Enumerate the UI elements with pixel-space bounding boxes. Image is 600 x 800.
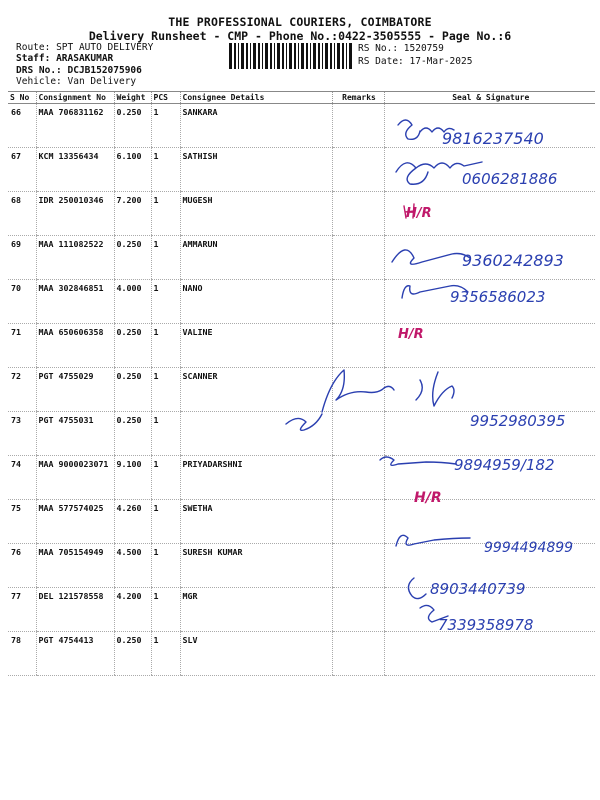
row-remarks (332, 632, 384, 676)
col-consignment: Consignment No (36, 92, 114, 104)
table-row (8, 192, 595, 236)
row-pcs: 1 (151, 280, 180, 324)
row-consignee: PRIYADARSHNI (180, 456, 332, 500)
handwritten-phone: 0606281886 (462, 170, 558, 188)
row-weight: 4.000 (114, 280, 151, 324)
staff-label: Staff: (16, 53, 51, 64)
row-signature (384, 148, 595, 192)
table-row (8, 500, 595, 544)
row-remarks (332, 412, 384, 456)
row-sno: 76 (8, 544, 36, 588)
row-weight: 4.200 (114, 588, 151, 632)
table-row (8, 324, 595, 368)
row-weight: 0.250 (114, 236, 151, 280)
drs-line (16, 65, 142, 76)
row-pcs: 1 (151, 192, 180, 236)
row-consignment: DEL 121578558 (36, 588, 114, 632)
row-sno: 66 (8, 104, 36, 148)
row-remarks (332, 544, 384, 588)
row-signature (384, 412, 595, 456)
row-pcs: 1 (151, 104, 180, 148)
handwritten-hr: H/R (398, 327, 424, 342)
table-row (8, 456, 595, 500)
row-weight: 4.500 (114, 544, 151, 588)
row-signature (384, 632, 595, 676)
row-consignee: SATHISH (180, 148, 332, 192)
handwritten-phone: 8903440739 (430, 580, 526, 598)
row-weight: 9.100 (114, 456, 151, 500)
row-consignment: MAA 302846851 (36, 280, 114, 324)
row-signature (384, 368, 595, 412)
row-remarks (332, 104, 384, 148)
table-row (8, 104, 595, 148)
rs-no-label: RS No.: (358, 43, 399, 54)
table-row (8, 280, 595, 324)
row-weight: 7.200 (114, 192, 151, 236)
row-sno: 75 (8, 500, 36, 544)
row-pcs: 1 (151, 588, 180, 632)
row-weight: 0.250 (114, 324, 151, 368)
row-consignment: MAA 111082522 (36, 236, 114, 280)
handwritten-hr: H/R (414, 490, 442, 506)
route-line (16, 42, 153, 53)
staff-line (16, 53, 113, 64)
row-sno: 74 (8, 456, 36, 500)
row-sno: 73 (8, 412, 36, 456)
rs-date-value: 17-Mar-2025 (409, 56, 473, 67)
row-consignment: MAA 705154949 (36, 544, 114, 588)
route-value: SPT AUTO DELIVERY (56, 42, 154, 53)
row-remarks (332, 192, 384, 236)
handwritten-phone: 9894959/182 (454, 456, 555, 474)
handwritten-phone: 9816237540 (442, 129, 544, 148)
handwritten-phone: 9360242893 (462, 251, 564, 270)
row-consignment: KCM 13356434 (36, 148, 114, 192)
rs-no-line (358, 43, 444, 54)
row-signature (384, 280, 595, 324)
row-consignment: MAA 9000023071 (36, 456, 114, 500)
row-consignee: SURESH KUMAR (180, 544, 332, 588)
row-sno: 68 (8, 192, 36, 236)
row-pcs: 1 (151, 412, 180, 456)
table-row (8, 236, 595, 280)
col-pcs: PCS (151, 92, 180, 104)
row-consignment: PGT 4755029 (36, 368, 114, 412)
table-row (8, 632, 595, 676)
row-pcs: 1 (151, 456, 180, 500)
header-title: THE PROFESSIONAL COURIERS, COIMBATORE (168, 15, 432, 29)
table-row (8, 588, 595, 632)
row-remarks (332, 456, 384, 500)
row-pcs: 1 (151, 368, 180, 412)
runsheet-table (8, 91, 595, 676)
row-signature (384, 456, 595, 500)
table-row (8, 148, 595, 192)
row-signature (384, 588, 595, 632)
row-signature (384, 324, 595, 368)
table-row (8, 412, 595, 456)
row-sno: 69 (8, 236, 36, 280)
row-remarks (332, 500, 384, 544)
row-weight: 0.250 (114, 632, 151, 676)
row-weight: 0.250 (114, 368, 151, 412)
table-row (8, 544, 595, 588)
vehicle-line (16, 76, 136, 87)
table-header-row (8, 92, 595, 104)
row-remarks (332, 236, 384, 280)
row-signature (384, 192, 595, 236)
row-consignee: SANKARA (180, 104, 332, 148)
row-consignment: MAA 650606358 (36, 324, 114, 368)
rs-date-line (358, 56, 472, 67)
row-consignee: AMMARUN (180, 236, 332, 280)
staff-value: ARASAKUMAR (56, 53, 114, 64)
col-consignee: Consignee Details (180, 92, 332, 104)
row-consignment: PGT 4755031 (36, 412, 114, 456)
row-consignee: VALINE (180, 324, 332, 368)
row-signature (384, 104, 595, 148)
row-consignee: SLV (180, 632, 332, 676)
col-remarks: Remarks (332, 92, 384, 104)
row-weight: 4.260 (114, 500, 151, 544)
row-remarks (332, 368, 384, 412)
rs-date-label: RS Date: (358, 56, 404, 67)
vehicle-label: Vehicle: (16, 76, 62, 87)
handwritten-phone: 9952980395 (470, 412, 566, 430)
header-subtitle: Delivery Runsheet - CMP - Phone No.:0422-3505555 - Page No.:6 (88, 29, 512, 43)
row-remarks (332, 280, 384, 324)
row-remarks (332, 148, 384, 192)
row-consignee: MGR (180, 588, 332, 632)
row-remarks (332, 588, 384, 632)
row-sno: 71 (8, 324, 36, 368)
row-signature (384, 544, 595, 588)
row-sno: 77 (8, 588, 36, 632)
row-sno: 72 (8, 368, 36, 412)
row-pcs: 1 (151, 324, 180, 368)
barcode-icon (229, 43, 353, 69)
vehicle-value: Van Delivery (67, 76, 137, 87)
row-weight: 0.250 (114, 412, 151, 456)
row-signature (384, 500, 595, 544)
row-pcs: 1 (151, 544, 180, 588)
handwritten-phone: 9356586023 (450, 288, 546, 306)
row-sno: 78 (8, 632, 36, 676)
row-pcs: 1 (151, 632, 180, 676)
row-consignee: SCANNER (180, 368, 332, 412)
handwritten-phone: 7339358978 (438, 616, 534, 634)
row-consignee (180, 412, 332, 456)
row-sno: 67 (8, 148, 36, 192)
row-consignment: PGT 4754413 (36, 632, 114, 676)
col-signature: Seal & Signature (384, 92, 595, 104)
col-sno: S No (8, 92, 36, 104)
row-weight: 6.100 (114, 148, 151, 192)
row-consignment: MAA 577574025 (36, 500, 114, 544)
row-sno: 70 (8, 280, 36, 324)
row-signature (384, 236, 595, 280)
row-consignee: SWETHA (180, 500, 332, 544)
drs-label: DRS No.: (16, 65, 62, 76)
handwritten-hr: H/R (406, 206, 432, 221)
row-pcs: 1 (151, 148, 180, 192)
row-consignee: MUGESH (180, 192, 332, 236)
row-remarks (332, 324, 384, 368)
drs-value: DCJB152075906 (67, 65, 142, 76)
table-row (8, 368, 595, 412)
rs-no-value: 1520759 (403, 43, 444, 54)
row-consignee: NANO (180, 280, 332, 324)
route-label: Route: (16, 42, 51, 53)
row-consignment: IDR 250010346 (36, 192, 114, 236)
row-weight: 0.250 (114, 104, 151, 148)
col-weight: Weight (114, 92, 151, 104)
handwritten-phone: 9994494899 (484, 540, 574, 556)
row-consignment: MAA 706831162 (36, 104, 114, 148)
row-pcs: 1 (151, 500, 180, 544)
row-pcs: 1 (151, 236, 180, 280)
